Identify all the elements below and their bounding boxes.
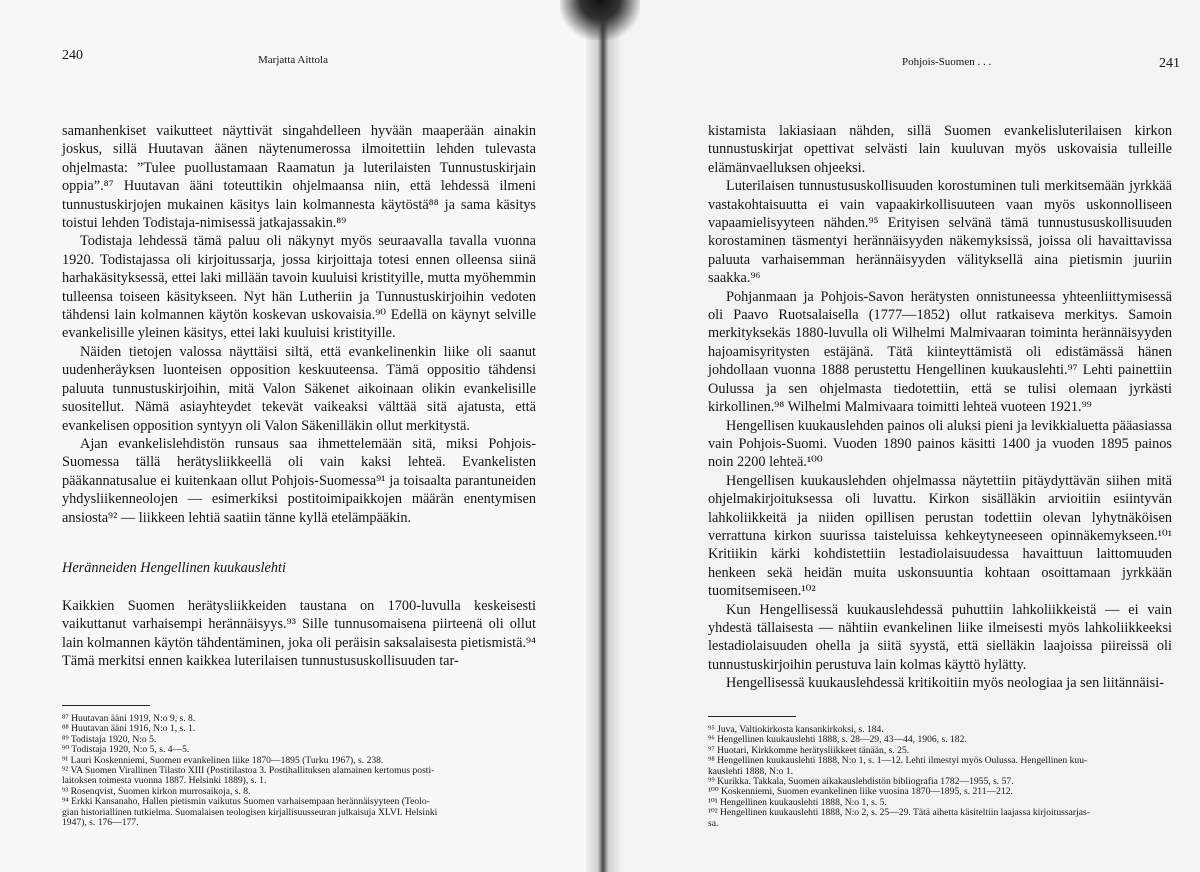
paragraph: Todistaja lehdessä tämä paluu oli näkynyt myös seuraavalla tavalla vuonna 1920. Todistajassa oli kirjoitussarja, jossa kirjoittaja totesi ennen olleensa siinä harhakäsityksessä, ettei laki millään tavoin kuuluisi kristityille, mutta myöhemmin tulleensa toiseen käsitykseen. Nyt hän Lutheriin ja Tunnustuskirjoihin vedoten tähdensi lain kolmannen käytön koskevan uskovaisia.⁹⁰ Edellä on käynyt selville evankelisille yleinen käsitys, ettei laki kuuluisi kristityille. [62, 233, 536, 342]
footnote: ⁹⁵ Juva, Valtiokirkosta kansankirkoksi, s. 184. [708, 724, 884, 735]
footnote: ⁹³ Rosenqvist, Suomen kirkon murrosaikoja, s. 8. [62, 785, 251, 797]
footnote: 1947), s. 176—177. [62, 817, 139, 829]
footnote: ¹⁰¹ Hengellinen kuukauslehti 1888, N:o 1, s. 5. [708, 796, 887, 808]
footnote: ⁸⁸ Huutavan ääni 1916, N:o 1, s. 1. [62, 723, 196, 735]
paragraph: kistamista lakiasiaan nähden, sillä Suomen evankelisluterilaisen kirkon tunnustuskirjat opettivat selvästi lain kuuluvan myös uskovaisia tulleille elämänvaelluksen ohjeeksi. [708, 123, 1172, 176]
footnote: ⁸⁷ Huutavan ääni 1919, N:o 9, s. 8. [62, 713, 196, 724]
left-page [0, 0, 596, 872]
footnote: kauslehti 1888, N:o 1. [708, 765, 794, 777]
footnote: laitoksen toimesta vuonna 1887. Helsinki 1889), s. 1. [62, 775, 267, 787]
footnote: ⁹⁶ Hengellinen kuukauslehti 1888, s. 28—29, 43—44, 1906, s. 182. [708, 734, 967, 746]
paragraph: Hengellisen kuukauslehden ohjelmassa näytettiin pitäydyttävän siihen mitä ohjelmakirjoituksessa oli luvattu. Kirkon sisälläkin arvioitiin esiintyvän lahkoliikkeitä ja niiden opillisen perustan todettiin olevan lyhytnäköisen verrattuna kirkon suurissa taisteluissa kehkeytyneeseen opinnäkemykseen.¹⁰¹ Kritiikin kärki kohdistettiin lestadiolaisuudessa havaittuun laittomuuden henkeen sekä heidän muita uskonsuuntia kohtaan osoittamaan jyrkkään tuomitsemiseen.¹⁰² [708, 472, 1172, 600]
paragraph: Näiden tietojen valossa näyttäisi siltä, että evankelinenkin liike oli saanut uudenheräyksen luonteisen opposition keskuuteensa. Tämä oppositio tähdensi paluuta tunnustuskirjoihin, mitä Valon Säkenet aikoinaan olikin evankelisille suositellut. Nämä asiayhteydet tekevät vaikeaksi välttää sitä ajatusta, että evankelisen opposition syntyyn oli Valon Säkenilläkin ollut merkitystä. [62, 343, 536, 434]
footnote: ⁹⁷ Huotari, Kirkkomme herätysliikkeet tänään, s. 25. [708, 744, 910, 756]
footnote: ⁹⁹ Kurikka. Takkala, Suomen aikakauslehdistön bibliografia 1782—1955, s. 57. [708, 776, 1014, 788]
section-title: Heränneiden Hengellinen kuukauslehti [62, 560, 286, 576]
footnote-rule [62, 705, 150, 706]
left-section-body [62, 597, 536, 671]
left-body-text [62, 122, 536, 527]
gutter-shadow [560, 0, 640, 40]
footnote: sa. [708, 817, 719, 829]
footnote: ¹⁰⁰ Koskenniemi, Suomen evankelinen liike vuosina 1870—1895, s. 211—212. [708, 786, 1013, 798]
page-number-left: 240 [62, 48, 83, 63]
footnote: ⁹⁸ Hengellinen kuukauslehti 1888, N:o 1, s. 1—12. Lehti ilmestyi myös Oulussa. Hengellinen kuu- [708, 755, 1088, 767]
paragraph: Pohjanmaan ja Pohjois-Savon herätysten onnistuneessa yhteenliittymisessä oli Paavo Ruotsalaisella (1777—1852) ollut ratkaiseva merkitys. Samoin merkityksekäs 1880-luvulla oli Wilhelmi Malmivaaran toiminta herännäisyyden hajoamisyritysten estäjänä. Tätä kiinteyttämistä oli edistämässä hänen johdollaan vuonna 1888 perustettu Hengellinen kuukauslehti.⁹⁷ Lehti painettiin Oulussa ja sen ohjelmasta tiedotettiin, että se tulisi olemaan jyrkästi kirkollinen.⁹⁸ Wilhelmi Malmivaara toimitti lehteä vuoteen 1921.⁹⁹ [708, 288, 1172, 416]
paragraph: Kun Hengellisessä kuukauslehdessä puhuttiin lahkoliikkeistä — ei vain yhdestä tällaisesta — nähtiin evankelinen liike ilmeisesti myös lahkoliikkeeksi lestadiolaisuuden ohella ja siitä syystä, että sielläkin laajoissa piireissä oli tunnustuskirjoihin perustuva lain kolmas käyttö hylätty. [708, 601, 1172, 673]
paragraph: Hengellisen kuukauslehden painos oli aluksi pieni ja levikkialuetta pääasiassa vain Pohjois-Suomi. Vuoden 1890 painos käsitti 1400 ja vuoden 1895 painos noin 2200 lehteä.¹⁰⁰ [708, 417, 1172, 471]
footnote: ⁸⁹ Todistaja 1920, N:o 5. [62, 733, 157, 745]
left-footnotes [62, 714, 536, 828]
footnote: ⁹¹ Lauri Koskenniemi, Suomen evankelinen liike 1870—1895 (Turku 1967), s. 238. [62, 754, 384, 766]
footnote-rule [708, 716, 796, 717]
page-number-right: 241 [1159, 56, 1180, 71]
footnote: ⁹² VA Suomen Virallinen Tilasto XIII (Postitilastoa 3. Postihallituksen alamainen kertomus posti- [62, 765, 435, 777]
footnote: ¹⁰² Hengellinen kuukauslehti 1888, N:o 2, s. 25—29. Tätä aihetta käsiteltiin laajassa kirjoitussarjas- [708, 807, 1090, 819]
paragraph: Ajan evankelislehdistön runsaus saa ihmettelemään sitä, miksi Pohjois-Suomessa tällä herätysliikkeellä oli vain kaksi lehteä. Evankelisten pääkannatusalue ei kuitenkaan ollut Pohjois-Suomessa⁹¹ ja toisaalta parantuneiden yhdysliikenneolojen — esimerkiksi postitoimipaikkojen määrän enentymisen ansiosta⁹² — liikkeen lehtiä saatiin tänne kyllä etelämpääkin. [62, 435, 536, 526]
footnote: ⁹⁴ Erkki Kansanaho, Hallen pietismin vaikutus Suomen varhaisempaan herännäisyyteen (Teolo- [62, 796, 430, 808]
footnote: ⁹⁰ Todistaja 1920, N:o 5, s. 4—5. [62, 744, 190, 756]
right-body-text [708, 122, 1172, 693]
paragraph: Hengellisessä kuukauslehdessä kritikoitiin myös neologiaa ja sen liitännäisi- [726, 675, 1164, 692]
paragraph: samanhenkiset vaikutteet näyttivät singahdelleen hyvään maaperään ainakin joskus, sillä Huutavan äänen näytenumerossa ilmoitettiin lehden tulevasta ohjelmasta: ”Tulee puollustamaan Raamatun ja luterilaisten Tunnustuskirjain oppia”.⁸⁷ Huutavan ääni toteuttikin ohjelmaansa niin, että lehdessä ilmeni tunnustuskirjojen mukainen käsitys lain kolmannesta käytöstä⁸⁸ ja sama käsitys toistui lehden Todistaja-nimisessä jatkajassakin.⁸⁹ [62, 123, 536, 232]
running-head-right: Pohjois-Suomen . . . [902, 56, 992, 68]
book-gutter [586, 0, 620, 872]
right-page [604, 0, 1200, 872]
footnote: gian historiallinen tutkielma. Suomalaisen teologisen kirjallisuusseuran julkaisuja XLVI. Helsinki [62, 806, 438, 818]
paragraph: Luterilaisen tunnustususkollisuuden korostuminen tuli merkitsemään jyrkkää vastakohtaisuutta ei vain vapaakirkollisuuteen vaan myös uskonnolliseen vapaamielisyyteen nähden.⁹⁵ Erityisen selvänä tämä tunnustususkollisuuden korostaminen täsmentyi herännäisyyden näkemyksissä, joissa oli havaittavissa paluuta varhaisemman herännäisyyden välityksellä aina pietismin juuriin saakka.⁹⁶ [708, 178, 1172, 287]
paragraph: Kaikkien Suomen herätysliikkeiden taustana on 1700-luvulla keskeisesti vaikuttanut varhaisempi herännäisyys.⁹³ Sille tunnusomaisena piirteenä oli ollut lain kolmannen käytön tähdentäminen, joka oli peräisin saksalaisesta pietismistä.⁹⁴ Tämä merkitsi ennen kaikkea luterilaisen tunnustususkollisuuden tar- [62, 598, 536, 670]
right-footnotes [708, 725, 1172, 829]
running-head-left: Marjatta Aittola [258, 54, 328, 66]
